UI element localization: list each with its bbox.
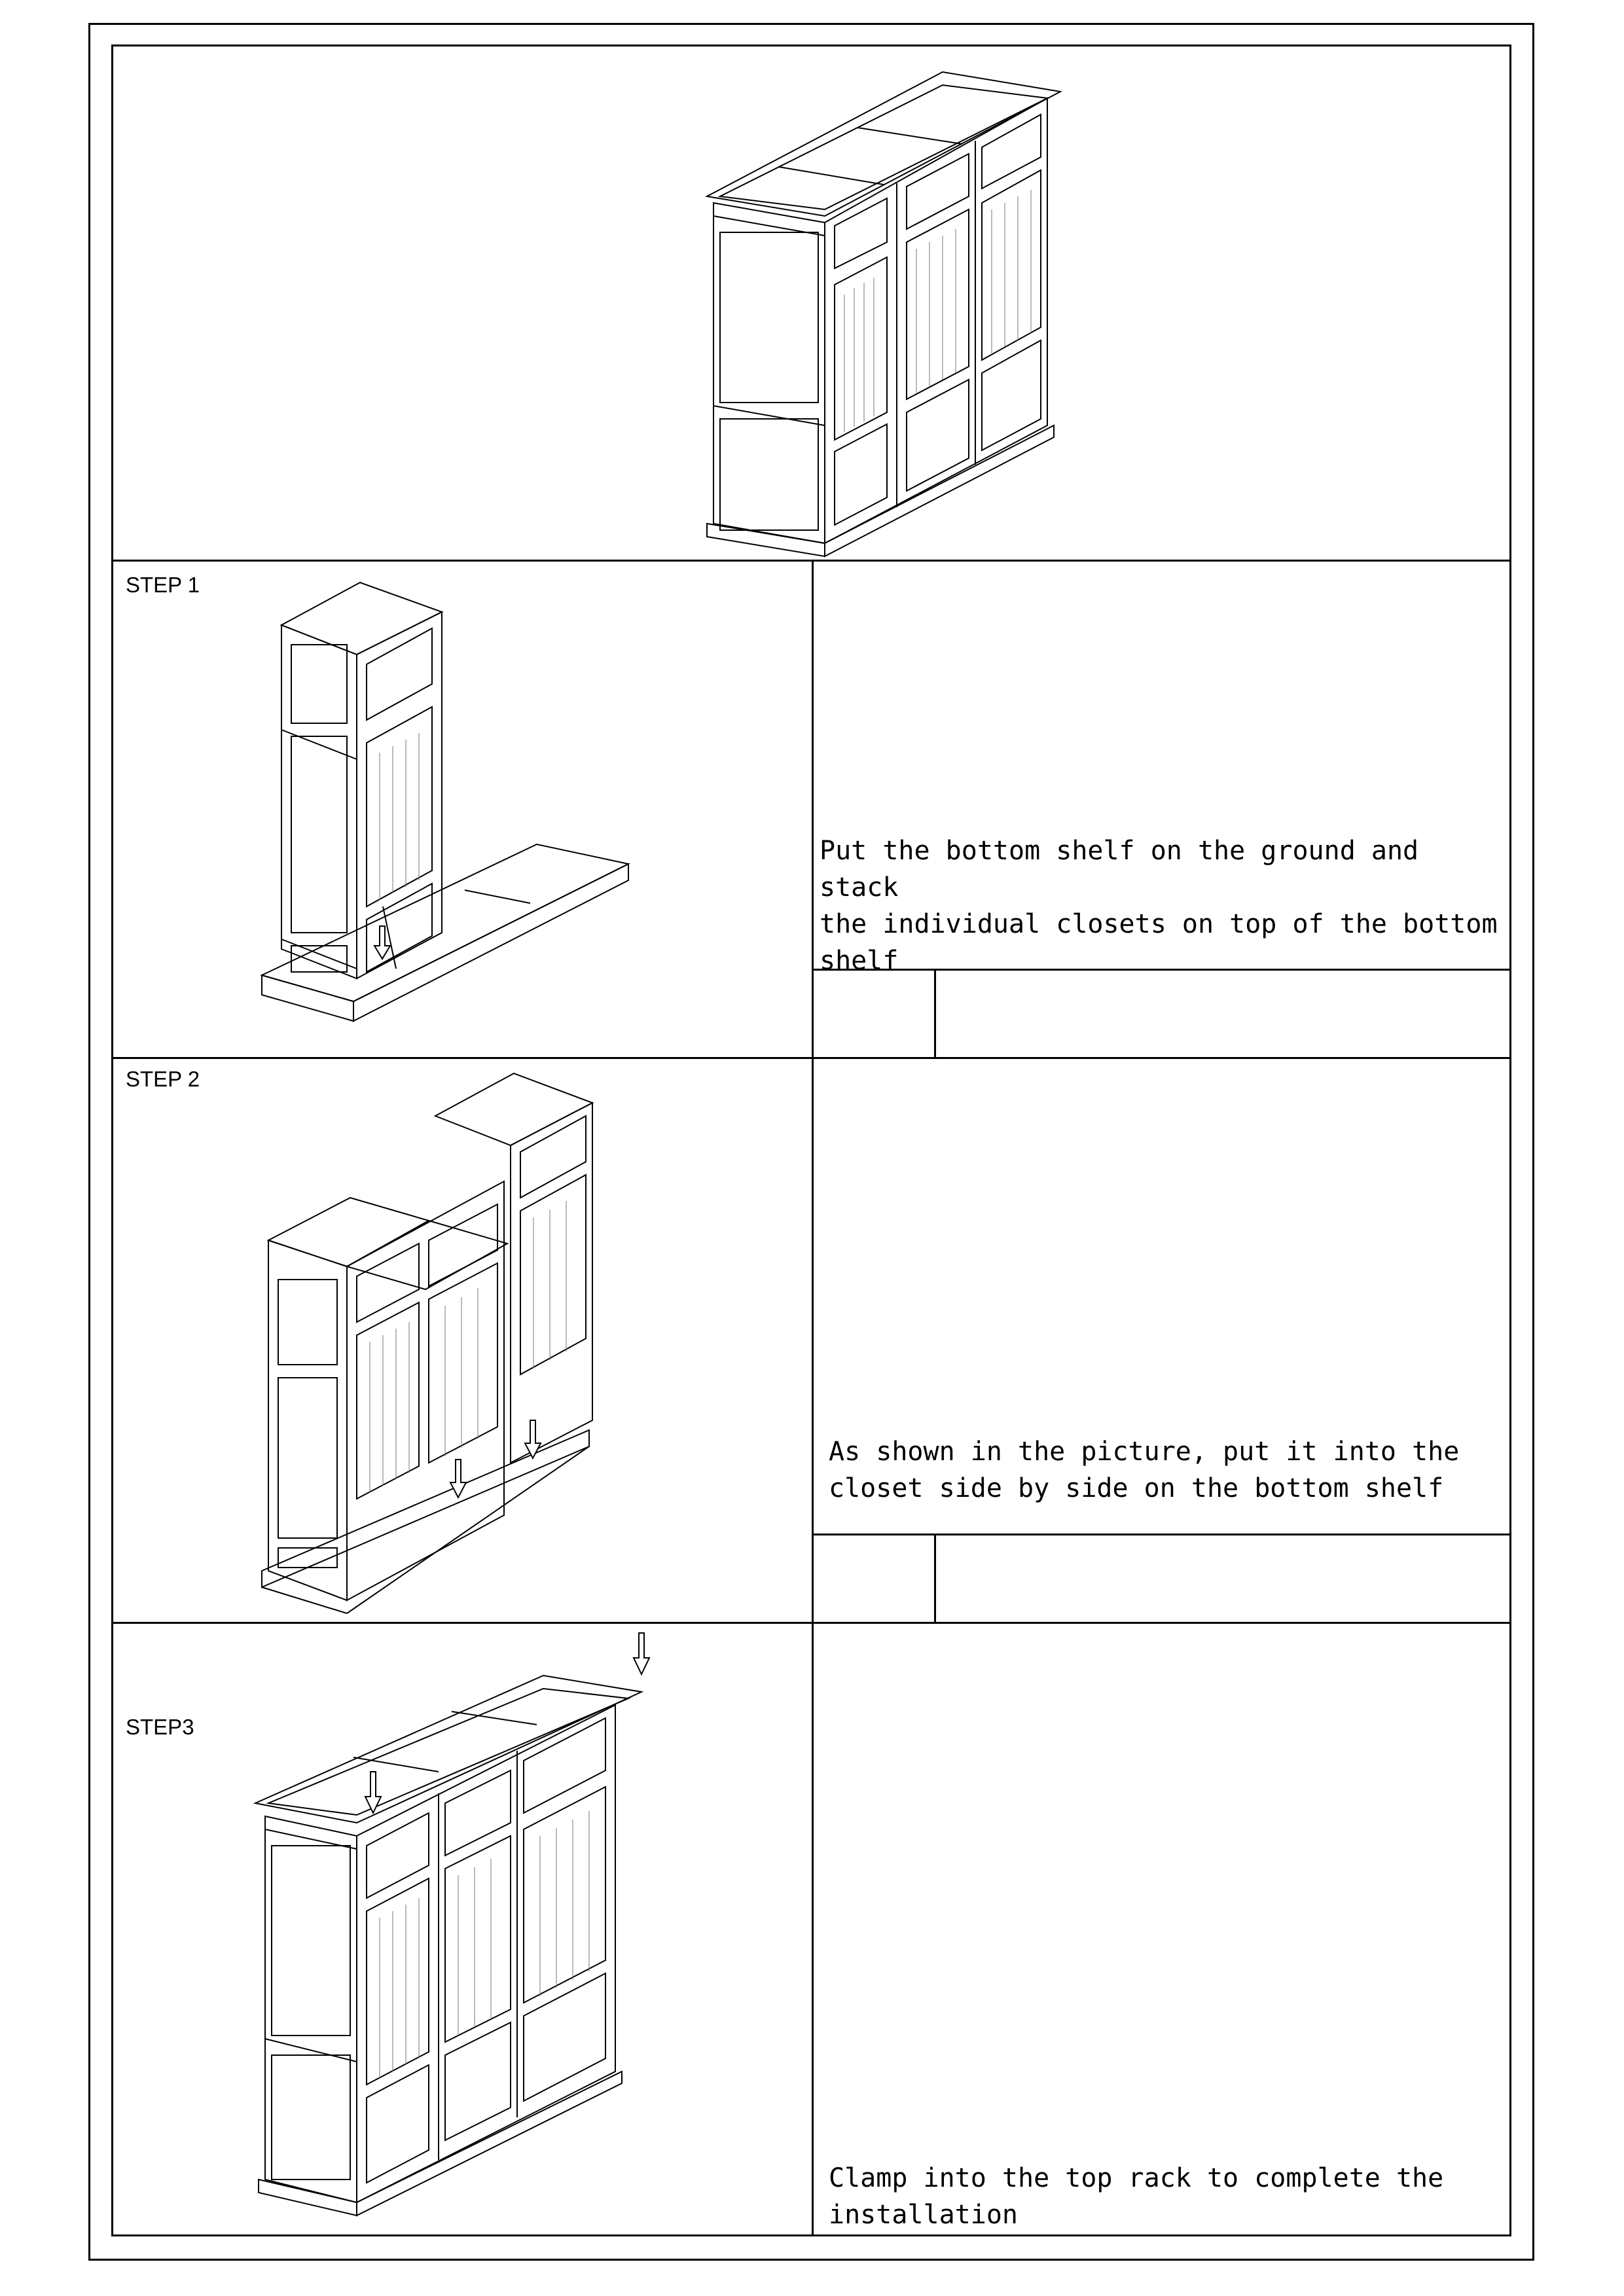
divider-column: [812, 560, 814, 2236]
step2-label: STEP 2: [126, 1067, 200, 1091]
note-cell-divider-step2: [934, 1534, 936, 1622]
note-row-step2: [812, 1534, 1511, 1535]
step1-illustration: [262, 563, 655, 1034]
note-cell-divider-step1: [934, 969, 936, 1057]
overview-wardrobe-illustration: [694, 39, 1074, 563]
step3-label: STEP3: [126, 1715, 194, 1739]
step2-illustration: [262, 1054, 628, 1617]
step1-instruction: Put the bottom shelf on the ground and stack the individual closets on top of the bottom shelf: [820, 836, 1498, 976]
step3-illustration: [249, 1620, 668, 2222]
step1-label: STEP 1: [126, 573, 200, 597]
step2-instruction: As shown in the picture, put it into the closet side by side on the bottom shelf: [829, 1437, 1460, 1503]
step3-instruction: Clamp into the top rack to complete the installation: [829, 2163, 1444, 2230]
